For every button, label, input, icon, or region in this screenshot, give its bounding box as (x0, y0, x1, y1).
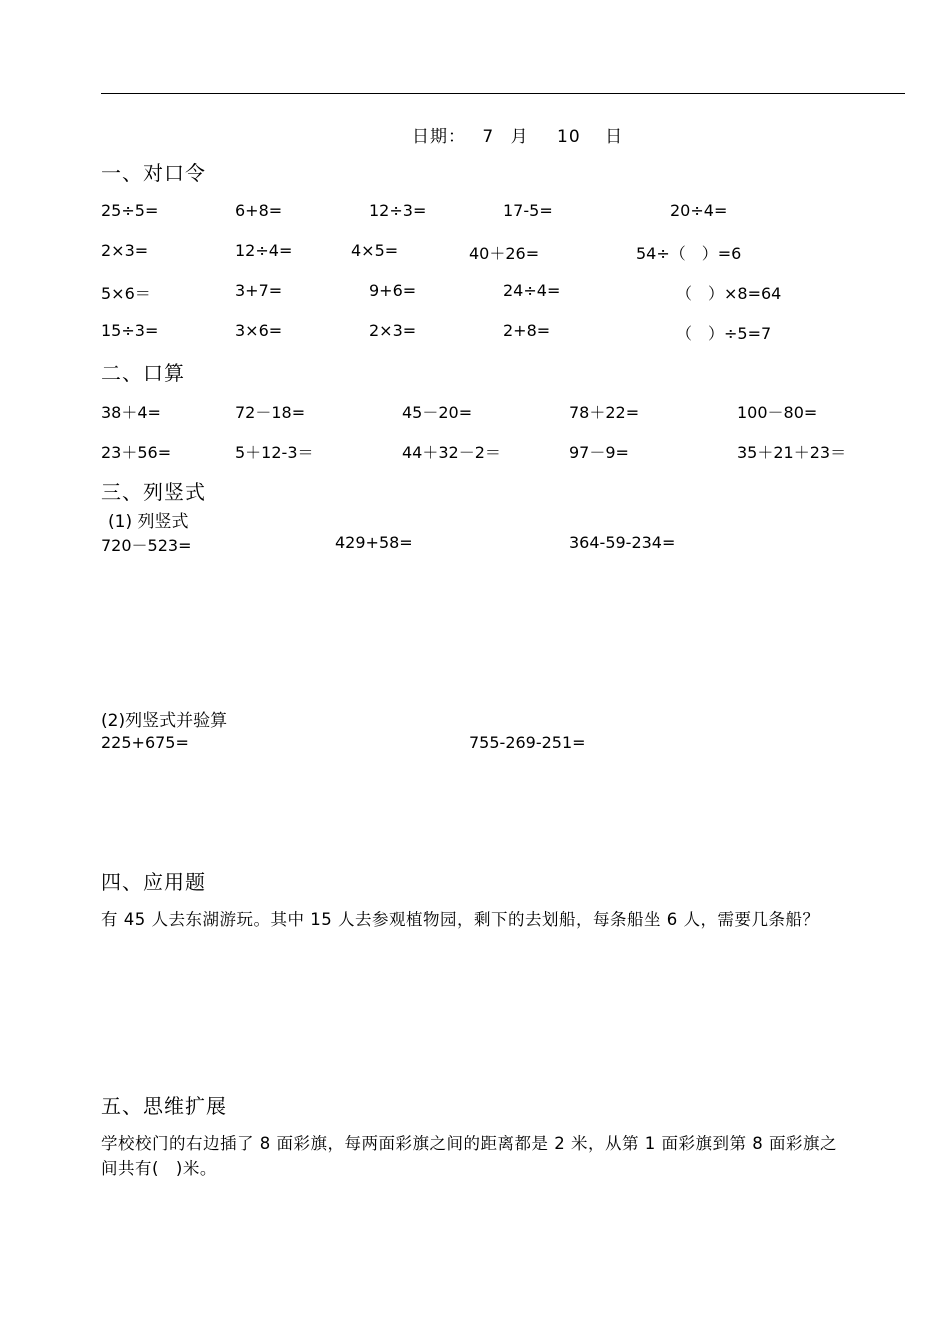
problem-item: 40＋26= (469, 244, 540, 263)
problem-item: 9+6= (369, 281, 417, 300)
problem-item: 78＋22= (569, 403, 640, 422)
problem-item: 100－80= (737, 403, 818, 422)
problem-item: 5×6＝ (101, 284, 151, 303)
top-rule (101, 93, 905, 94)
section-5-title: 五、思维扩展 (101, 1094, 227, 1118)
problem-item: 17-5= (503, 201, 553, 220)
problem-item: 45－20= (402, 403, 473, 422)
vertical-problem: 225+675= (101, 733, 189, 752)
vertical-problem: 429+58= (335, 533, 413, 552)
problem-item: 35＋21＋23＝ (737, 443, 847, 462)
problem-item: 15÷3= (101, 321, 159, 340)
date-day-unit: 日 (605, 127, 624, 147)
problem-item: （ ）÷5=7 (676, 324, 772, 343)
date-day: 10 (557, 127, 581, 147)
problem-item: 3+7= (235, 281, 283, 300)
word-problem: 有 45 人去东湖游玩。其中 15 人去参观植物园，剩下的去划船，每条船坐 6 人，需要几条船？ (101, 910, 820, 929)
problem-item: 72－18= (235, 403, 306, 422)
date-line (412, 122, 623, 147)
vertical-problem: 720－523= (101, 536, 192, 555)
problem-item: 97－9= (569, 443, 629, 462)
problem-item: 44＋32－2＝ (402, 443, 501, 462)
problem-item: 25÷5= (101, 201, 159, 220)
problem-item: 12÷4= (235, 241, 293, 260)
thinking-problem-line-2: 间共有( )米。 (101, 1159, 217, 1178)
problem-item: 2×3= (369, 321, 417, 340)
problem-item: 6+8= (235, 201, 283, 220)
problem-item: 24÷4= (503, 281, 561, 300)
problem-item: 2+8= (503, 321, 551, 340)
date-month-unit: 月 (510, 127, 529, 147)
problem-item: 20÷4= (670, 201, 728, 220)
vertical-problem: 364-59-234= (569, 533, 676, 552)
part-1-label: (1) 列竖式 (108, 512, 189, 532)
section-4-title: 四、应用题 (101, 870, 206, 894)
section-2-title: 二、口算 (101, 361, 185, 385)
problem-item: 54÷（ ）=6 (636, 244, 742, 263)
section-3-title: 三、列竖式 (101, 480, 206, 504)
date-month: 7 (482, 127, 495, 147)
vertical-problem: 755-269-251= (469, 733, 586, 752)
problem-item: 23＋56= (101, 443, 172, 462)
problem-item: 38＋4= (101, 403, 161, 422)
problem-item: 4×5= (351, 241, 399, 260)
problem-item: 5＋12-3＝ (235, 443, 314, 462)
problem-item: （ ）×8=64 (676, 284, 782, 303)
section-1-title: 一、对口令 (101, 161, 206, 185)
problem-item: 2×3= (101, 241, 149, 260)
date-label: 日期： (412, 127, 466, 147)
thinking-problem-line-1: 学校校门的右边插了 8 面彩旗，每两面彩旗之间的距离都是 2 米，从第 1 面彩旗到第 8 面彩旗之 (101, 1134, 837, 1153)
problem-item: 3×6= (235, 321, 283, 340)
problem-item: 12÷3= (369, 201, 427, 220)
part-2-label: (2)列竖式并验算 (101, 711, 228, 731)
